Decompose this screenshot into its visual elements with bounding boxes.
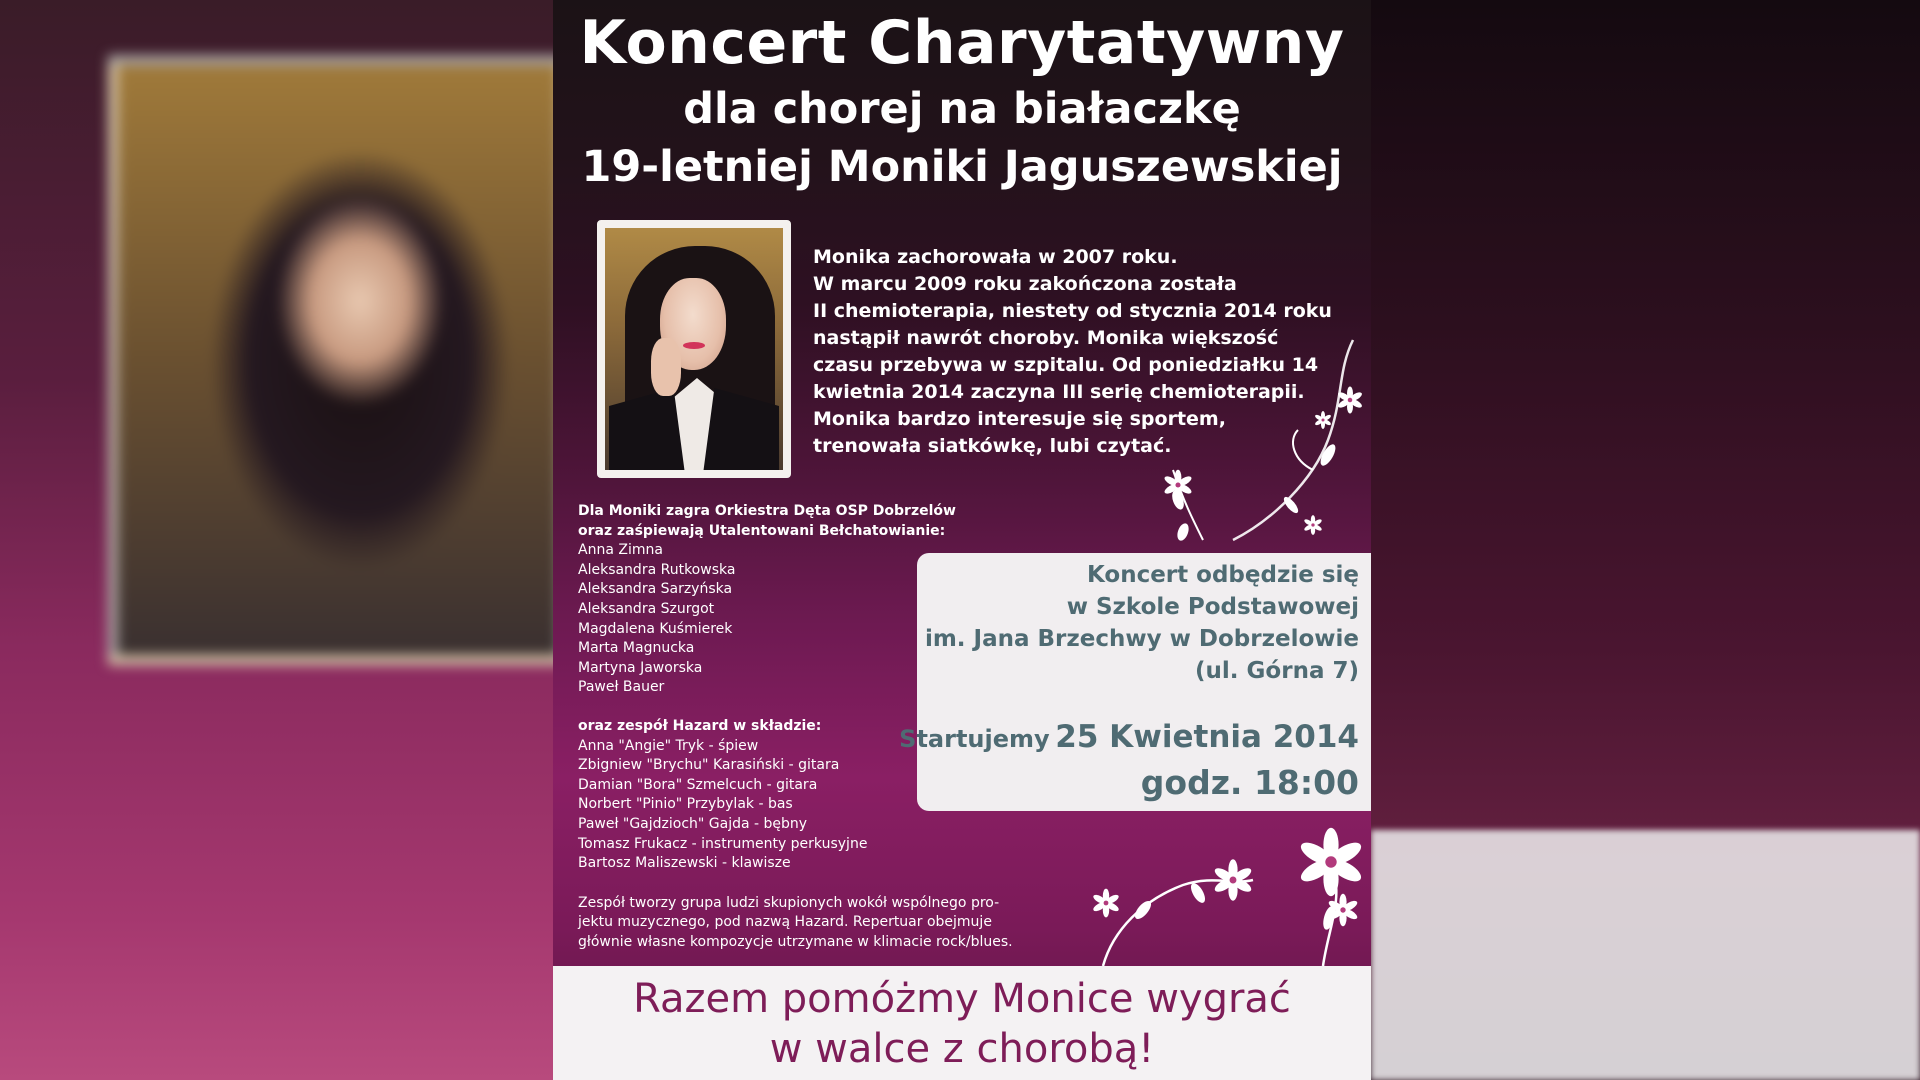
story-line: kwietnia 2014 zaczyna III serię chemioterapii. [813,381,1305,403]
slogan-line: w walce z chorobą! [769,1026,1155,1072]
venue-line: im. Jana Brzechwy w Dobrzelowie [924,626,1359,652]
venue-line: (ul. Górna 7) [1195,658,1359,684]
story-line: trenowała siatkówkę, lubi czytać. [813,435,1172,457]
venue-line: w Szkole Podstawowej [1066,594,1359,620]
singer-name: Martyna Jaworska [578,659,703,676]
band-heading: oraz zespół Hazard w składzie: [578,717,822,734]
band-member: Tomasz Frukacz - instrumenty perkusyjne [578,835,868,852]
event-info-box [899,553,1371,811]
band-member: Damian "Bora" Szmelcuch - gitara [578,776,818,793]
charity-concert-poster [553,0,1371,1080]
story-line: czasu przebywa w szpitalu. Od poniedziałku 14 [813,354,1319,376]
footer-slogan [553,966,1371,1080]
singer-name: Paweł Bauer [578,679,665,696]
singer-name: Aleksandra Sarzyńska [578,581,733,598]
singer-name: Magdalena Kuśmierek [578,620,733,637]
slogan-line: Razem pomóżmy Monice wygrać [633,976,1291,1022]
date-prefix: Startujemy [899,725,1050,753]
story-line: II chemioterapia, niestety od stycznia 2014 roku [813,300,1332,322]
story-text [813,244,1333,460]
venue-address [925,559,1359,687]
blurred-panel-right [1371,830,1920,1080]
band-member: Norbert "Pinio" Przybylak - bas [578,796,793,813]
band-member: Zbigniew "Brychu" Karasiński - gitara [578,757,840,774]
story-line: Monika bardzo interesuje się sportem, [813,408,1226,430]
singer-name: Aleksandra Rutkowska [578,561,736,578]
story-line: nastąpił nawrót choroby. Monika większość [813,327,1279,349]
event-time: godz. 18:00 [1140,763,1359,802]
venue-line: Koncert odbędzie się [1086,562,1359,588]
poster-subtitle: dla chorej na białaczkę [683,84,1241,134]
band-member: Bartosz Maliszewski - klawisze [578,855,791,872]
singer-name: Marta Magnucka [578,640,695,657]
event-date [899,719,1359,755]
band-member: Paweł "Gajdzioch" Gajda - bębny [578,815,808,832]
singers-heading: oraz zaśpiewają Utalentowani Bełchatowianie: [578,522,946,539]
blurred-photo [108,55,553,665]
singer-name: Aleksandra Szurgot [578,600,715,617]
poster-title: Koncert Charytatywny [579,8,1345,78]
blurred-background-left [0,0,553,1080]
band-member: Anna "Angie" Tryk - śpiew [578,737,759,754]
story-line: W marcu 2009 roku zakończona została [813,273,1237,295]
poster-subtitle-name: 19-letniej Moniki Jaguszewskiej [581,142,1343,192]
date-value: 25 Kwietnia 2014 [1055,719,1359,755]
story-line: Monika zachorowała w 2007 roku. [813,246,1178,268]
band-description: Zespół tworzy grupa ludzi skupionych wokół wspólnego pro- jektu muzycznego, pod nazwą Hazard. Repertuar obejmuje głównie własne kompozycje utrzymane w klimacie rock/blues. [578,894,1013,950]
singer-name: Anna Zimna [578,542,663,559]
orchestra-heading: Dla Moniki zagra Orkiestra Dęta OSP Dobrzelów [578,503,956,519]
portrait-photo [597,220,791,478]
